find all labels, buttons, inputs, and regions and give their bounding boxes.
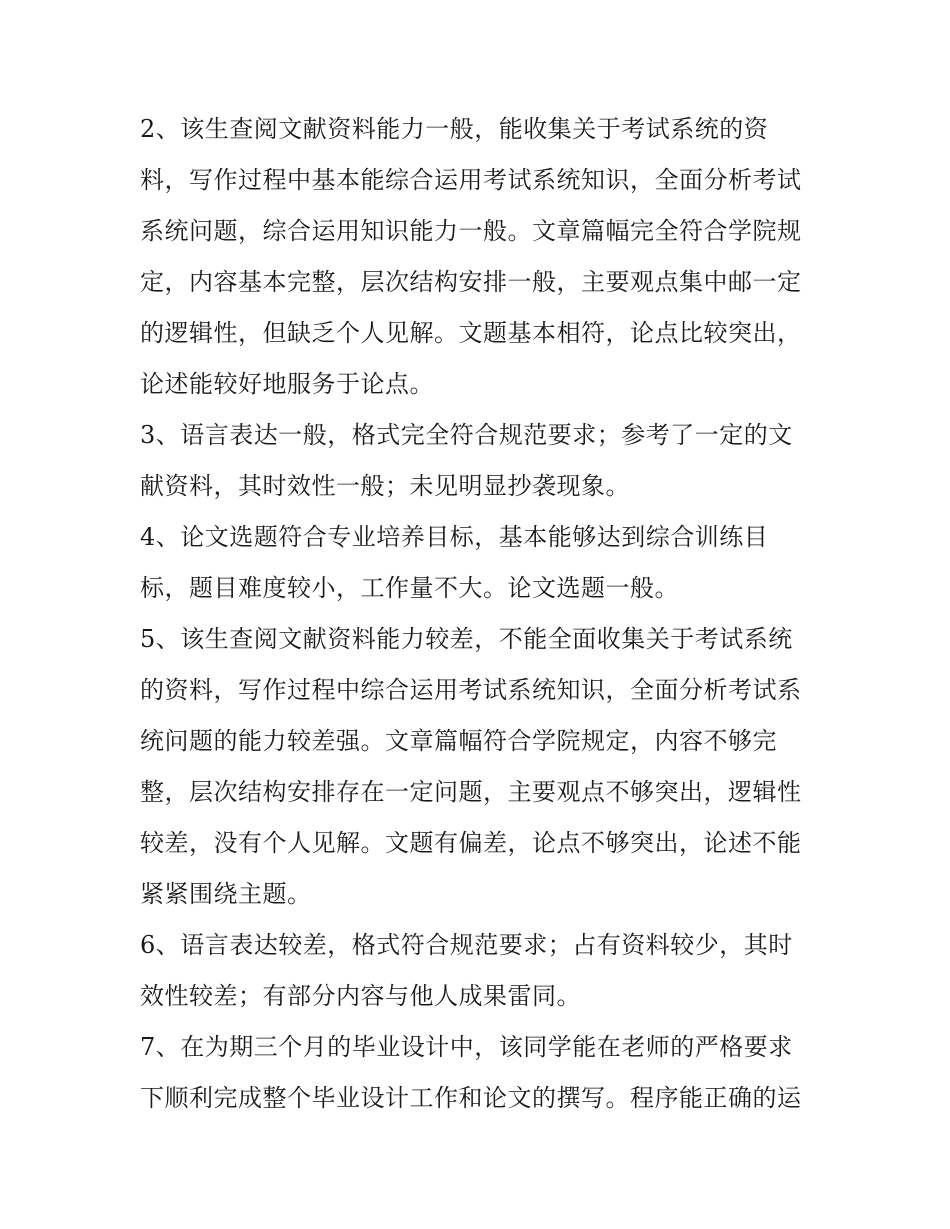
text-line: 3、语言表达一般，格式完全符合规范要求；参考了一定的文: [140, 421, 793, 449]
text-line: 整，层次结构安排存在一定问题，主要观点不够突出，逻辑性: [140, 778, 802, 806]
text-line: 系统问题，综合运用知识能力一般。文章篇幅完全符合学院规: [140, 217, 802, 245]
text-line: 下顺利完成整个毕业设计工作和论文的撰写。程序能正确的运: [140, 1084, 802, 1112]
text-line: 定，内容基本完整，层次结构安排一般，主要观点集中邮一定: [140, 268, 802, 296]
text-line: 标，题目难度较小，工作量不大。论文选题一般。: [140, 574, 679, 602]
text-line: 5、该生查阅文献资料能力较差，不能全面收集关于考试系统: [140, 625, 793, 653]
text-line: 献资料，其时效性一般；未见明显抄袭现象。: [140, 472, 630, 500]
paragraph-7: [140, 1022, 820, 1124]
paragraph-4: [140, 512, 820, 614]
text-line: 的资料，写作过程中综合运用考试系统知识，全面分析考试系: [140, 676, 802, 704]
text-line: 论述能较好地服务于论点。: [140, 370, 434, 398]
text-line: 统问题的能力较差强。文章篇幅符合学院规定，内容不够完: [140, 727, 777, 755]
text-line: 紧紧围绕主题。: [140, 880, 312, 908]
text-line: 的逻辑性，但缺乏个人见解。文题基本相符，论点比较突出，: [140, 319, 802, 347]
text-line: 4、论文选题符合专业培养目标，基本能够达到综合训练目: [140, 523, 769, 551]
text-line: 7、在为期三个月的毕业设计中，该同学能在老师的严格要求: [140, 1033, 793, 1061]
text-line: 2、该生查阅文献资料能力一般，能收集关于考试系统的资: [140, 115, 769, 143]
paragraph-6: [140, 920, 820, 1022]
text-line: 6、语言表达较差，格式符合规范要求；占有资料较少，其时: [140, 931, 793, 959]
text-line: 效性较差；有部分内容与他人成果雷同。: [140, 982, 581, 1010]
paragraph-5: [140, 614, 820, 920]
document-body: [140, 104, 820, 1124]
text-line: 料，写作过程中基本能综合运用考试系统知识，全面分析考试: [140, 166, 802, 194]
paragraph-3: [140, 410, 820, 512]
paragraph-2: [140, 104, 820, 410]
text-line: 较差，没有个人见解。文题有偏差，论点不够突出，论述不能: [140, 829, 802, 857]
